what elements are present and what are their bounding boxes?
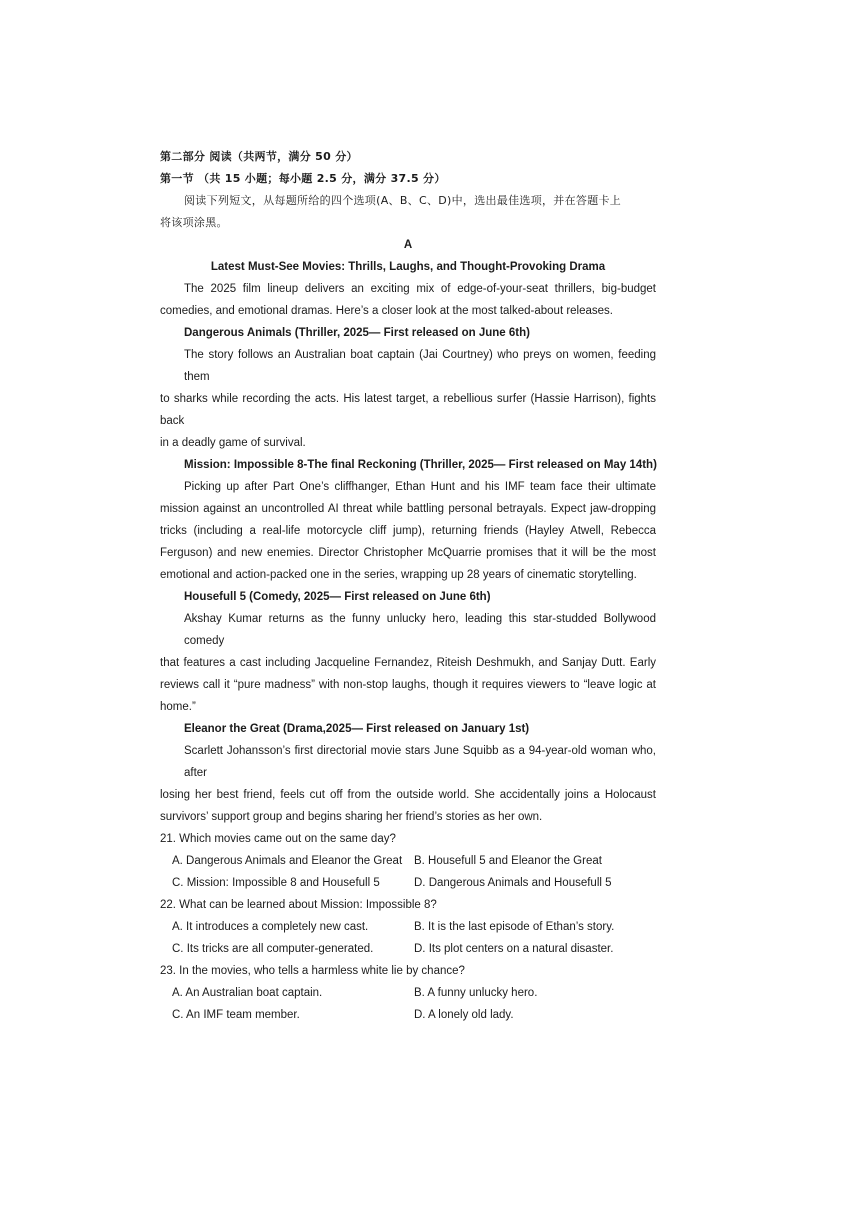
paragraph-line: Ferguson) and new enemies. Director Christopher McQuarrie promises that it will be the most	[160, 547, 656, 559]
option-a: A. It introduces a completely new cast.	[172, 921, 369, 933]
question-options	[160, 1004, 656, 1026]
question-stem: 21. Which movies came out on the same day?	[160, 833, 396, 845]
paragraph-line: The story follows an Australian boat captain (Jai Courtney) who preys on women, feeding them	[184, 349, 656, 383]
question-options	[160, 916, 656, 938]
intro-line: comedies, and emotional dramas. Here’s a closer look at the most talked-about releases.	[160, 305, 613, 317]
option-d: D. Dangerous Animals and Housefull 5	[414, 877, 612, 889]
movie-heading: Mission: Impossible 8-The final Reckoning (Thriller, 2025— First released on May 14th)	[184, 459, 657, 471]
exam-page	[160, 146, 656, 1026]
question-stem: 23. In the movies, who tells a harmless white lie by chance?	[160, 965, 465, 977]
passage-title: Latest Must-See Movies: Thrills, Laughs, and Thought-Provoking Drama	[210, 261, 606, 273]
instruction-line-2: 将该项涂黑。	[160, 216, 228, 229]
question-options	[160, 938, 656, 960]
option-b: B. Housefull 5 and Eleanor the Great	[414, 855, 602, 867]
question-options	[160, 982, 656, 1004]
section-subheading: 第一节 （共 15 小题；每小题 2.5 分，满分 37.5 分）	[160, 172, 446, 185]
paragraph-line: in a deadly game of survival.	[160, 437, 306, 449]
movie-heading: Eleanor the Great (Drama,2025— First released on January 1st)	[184, 723, 530, 735]
passage-label: A	[403, 239, 413, 251]
paragraph-line: tricks (including a real-life motorcycle cliff jump), returning friends (Hayley Atwell, Rebecca	[160, 525, 656, 537]
question-options	[160, 872, 656, 894]
movie-heading: Housefull 5 (Comedy, 2025— First released on June 6th)	[184, 591, 491, 603]
paragraph-line: Akshay Kumar returns as the funny unlucky hero, leading this star-studded Bollywood comedy	[184, 613, 656, 647]
section-heading: 第二部分 阅读（共两节，满分 50 分）	[160, 150, 358, 163]
question-stem: 22. What can be learned about Mission: Impossible 8?	[160, 899, 437, 911]
option-b: B. A funny unlucky hero.	[414, 987, 538, 999]
option-a: A. Dangerous Animals and Eleanor the Great	[172, 855, 403, 867]
paragraph-line: losing her best friend, feels cut off from the outside world. She accidentally joins a Holocaust	[160, 789, 656, 801]
paragraph-line: survivors’ support group and begins sharing her friend’s stories as her own.	[160, 811, 543, 823]
paragraph-line: reviews call it “pure madness” with non-stop laughs, though it requires viewers to “leave logic at	[160, 679, 656, 691]
paragraph-line: mission against an uncontrolled AI threat while battling personal betrayals. Expect jaw-dropping	[160, 503, 656, 515]
paragraph-line: Picking up after Part One’s cliffhanger, Ethan Hunt and his IMF team face their ultimate	[184, 481, 656, 493]
paragraph-line: that features a cast including Jacqueline Fernandez, Riteish Deshmukh, and Sanjay Dutt. Early	[160, 657, 656, 669]
option-d: D. Its plot centers on a natural disaster.	[414, 943, 614, 955]
option-b: B. It is the last episode of Ethan’s story.	[414, 921, 615, 933]
paragraph-line: to sharks while recording the acts. His latest target, a rebellious surfer (Hassie Harrison), fights back	[160, 393, 656, 427]
question-options	[160, 850, 656, 872]
movie-heading: Dangerous Animals (Thriller, 2025— First released on June 6th)	[184, 327, 530, 339]
option-c: C. Mission: Impossible 8 and Housefull 5	[172, 877, 380, 889]
intro-line: The 2025 film lineup delivers an exciting mix of edge-of-your-seat thrillers, big-budget	[184, 283, 656, 295]
option-c: C. Its tricks are all computer-generated.	[172, 943, 374, 955]
option-a: A. An Australian boat captain.	[172, 987, 323, 999]
paragraph-line: Scarlett Johansson’s first directorial movie stars June Squibb as a 94-year-old woman who, after	[184, 745, 656, 779]
paragraph-line: home.”	[160, 701, 196, 713]
paragraph-line: emotional and action-packed one in the series, wrapping up 28 years of cinematic storytelling.	[160, 569, 637, 581]
option-c: C. An IMF team member.	[172, 1009, 300, 1021]
option-d: D. A lonely old lady.	[414, 1009, 514, 1021]
instruction-line-1: 阅读下列短文，从每题所给的四个选项(A、B、C、D)中，选出最佳选项，并在答题卡上	[184, 194, 622, 207]
